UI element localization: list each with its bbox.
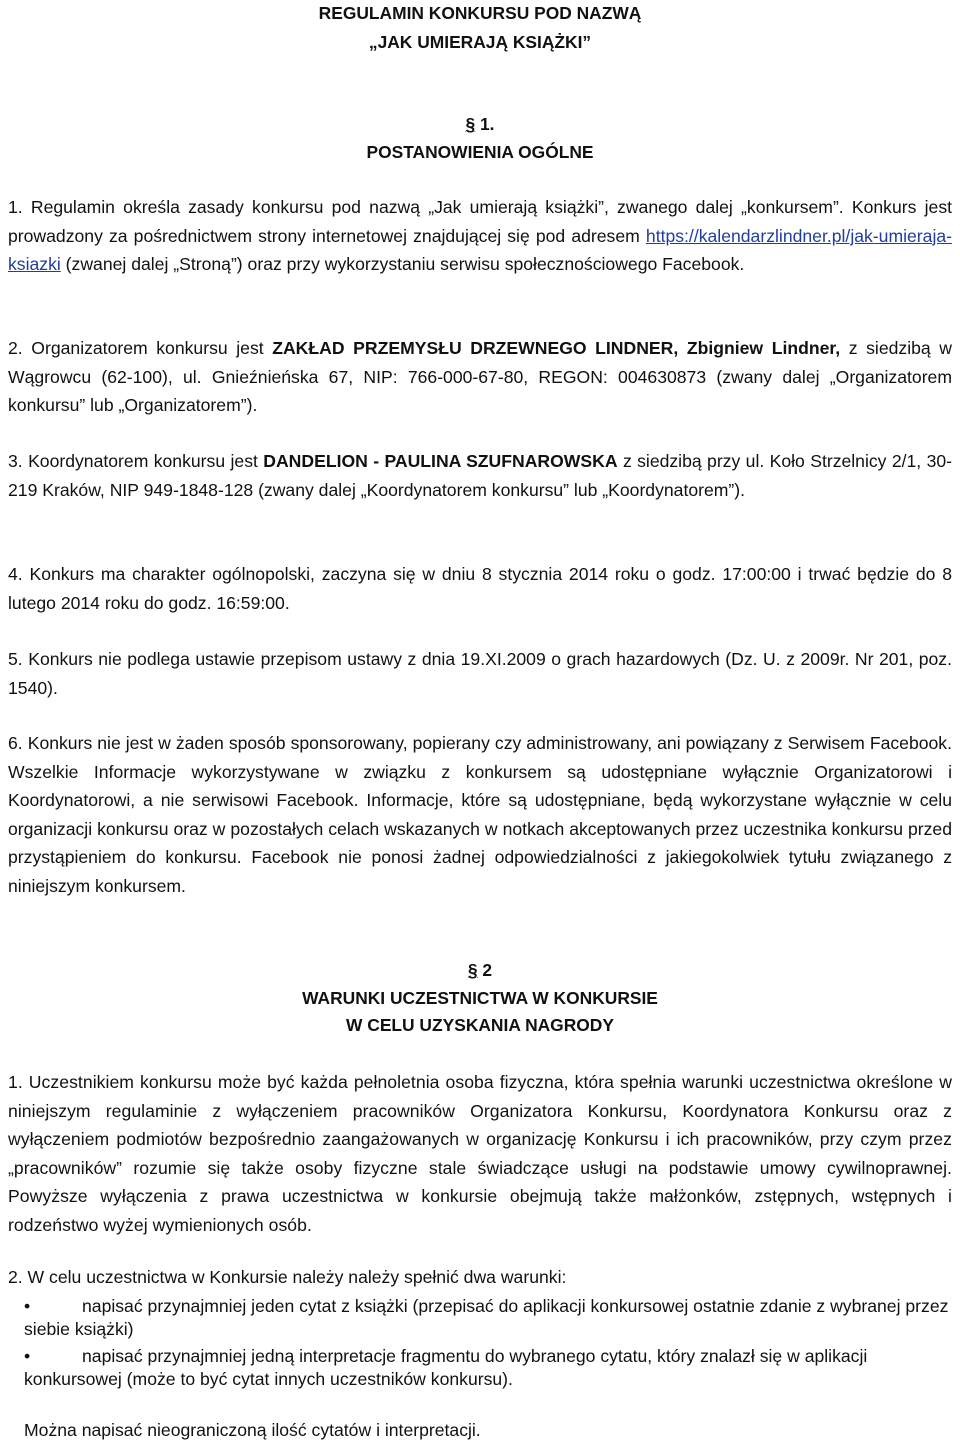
organizer-name: ZAKŁAD PRZEMYSŁU DRZEWNEGO LINDNER, Zbigniew Lindner,	[272, 338, 841, 358]
paragraph-3-text-a: Koordynatorem konkursu jest	[22, 451, 264, 471]
section-1-paragraph-4	[8, 560, 952, 617]
paragraph-5-text: Konkurs nie podlega ustawie przepisom ustawy z dnia 19.XI.2009 o grach hazardowych (Dz. U. z 2009r. Nr 201, poz. 1540).	[8, 649, 952, 698]
section-1-paragraph-1	[8, 193, 952, 279]
condition-bullet-1-text: napisać przynajmniej jeden cytat z książki (przepisać do aplikacji konkursowej ostatnie zdanie z wybranej przez siebie książki)	[24, 1296, 949, 1339]
condition-bullet-2	[24, 1345, 952, 1391]
bullet-icon: •	[24, 1346, 31, 1366]
paragraph-2-number: 2.	[8, 338, 23, 358]
paragraph-1-text-a: 1. Regulamin określa zasady konkursu pod nazwą „Jak umierają książki”, zwanego dalej „konkursem”. Konkurs jest prowadzony za pośrednictwem strony internetowej znajdującej się pod adresem	[8, 197, 952, 246]
paragraph-4-text: Konkurs ma charakter ogólnopolski, zaczyna się w dniu 8 stycznia 2014 roku o godz. 17:00:00 i trwać będzie do 8 lutego 2014 roku do godz. 16:59:00.	[8, 564, 952, 613]
paragraph-3-number: 3.	[8, 451, 23, 471]
section-2-paragraph-1: 1. Uczestnikiem konkursu może być każda pełnoletnia osoba fizyczna, która spełnia warunki uczestnictwa określone w niniejszym regulaminie z wyłączeniem pracowników Organizatora Konkursu, Koordynatora Konkursu oraz z wyłączeniem podmiotów bezpośrednio zaangażowanych w organizację Konkursu i ich pracowników, przy czym przez „pracowników” rozumie się także osoby fizyczne stale świadczące usługi na podstawie umowy cywilnoprawnej. Powyższe wyłączenia z prawa uczestnictwa w konkursie obejmują także małżonków, zstępnych, wstępnych i rodzeństwo wyżej wymienionych osób.	[8, 1072, 952, 1235]
section-2-heading-line1: WARUNKI UCZESTNICTWA W KONKURSIE	[302, 988, 658, 1008]
paragraph-6-number: 6.	[8, 733, 23, 753]
section-symbol: §	[467, 960, 478, 980]
section-1-number	[8, 111, 952, 137]
section-2-number	[8, 957, 952, 983]
paragraph-2-text-b: z siedzibą w Wągrowcu (62-100), ul. Gnieźnieńska 67, NIP: 766-000-67-80, REGON: 004630873 (zwany dalej „Organizatorem konkursu” lub „Organizatorem”).	[8, 338, 952, 415]
paragraph-6-text: Konkurs nie jest w żaden sposób sponsorowany, popierany czy administrowany, ani powiązany z Serwisem Facebook. Wszelkie Informacje wykorzystywane w związku z konkursem są udostępniane wyłącznie Organizatorowi i Koordynatorowi, a nie serwisowi Facebook. Informacje, które są udostępniane, będą wykorzystane wyłącznie w celu organizacji konkursu oraz w pozostałych celach wskazanych w notkach akceptowanych przez uczestnika konkursu przed przystąpieniem do konkursu. Facebook nie ponosi żadnej odpowiedzialności z jakiegokolwiek tytułu związanego z niniejszym konkursem.	[8, 733, 952, 896]
section-1-paragraph-3	[8, 447, 952, 504]
section-1-paragraph-2	[8, 334, 952, 420]
condition-bullet-1	[24, 1295, 952, 1341]
document-title-line1: REGULAMIN KONKURSU POD NAZWĄ	[318, 3, 642, 23]
section-1-paragraph-6	[8, 729, 952, 900]
paragraph-5-number: 5.	[8, 649, 23, 669]
bullet-icon: •	[24, 1296, 31, 1316]
paragraph-2-text-a: Organizatorem konkursu jest	[22, 338, 273, 358]
paragraph-4-number: 4.	[8, 564, 23, 584]
paragraph-1-text-b: (zwanej dalej „Stroną”) oraz przy wykorzystaniu serwisu społecznościowego Facebook.	[60, 254, 745, 274]
paragraph-3-text-b: z siedzibą przy ul. Koło Strzelnicy 2/1, 30-219 Kraków, NIP 949-1848-128 (zwany dalej „Koordynatorem konkursu” lub „Koordynatorem”).	[8, 451, 952, 500]
closing-note: Można napisać nieograniczoną ilość cytatów i interpretacji.	[24, 1420, 481, 1440]
contest-page-link[interactable]: https://kalendarzlindner.pl/jak-umieraja-ksiazki	[8, 225, 952, 274]
section-2-number-text: 2	[477, 960, 493, 980]
section-1-heading: POSTANOWIENIA OGÓLNE	[366, 142, 594, 162]
section-1-paragraph-5	[8, 645, 952, 702]
section-2-paragraph-2: 2. W celu uczestnictwa w Konkursie należy należy spełnić dwa warunki:	[8, 1267, 567, 1287]
document-title-line2: „JAK UMIERAJĄ KSIĄŻKI”	[368, 32, 592, 52]
section-2-heading-line2: W CELU UZYSKANIA NAGRODY	[346, 1015, 614, 1035]
section-symbol: §	[465, 114, 476, 134]
condition-bullet-2-text: napisać przynajmniej jedną interpretacje fragmentu do wybranego cytatu, który znalazł się w aplikacji konkursowej (może to być cytat innych uczestników konkursu).	[24, 1346, 868, 1389]
coordinator-name: DANDELION - PAULINA SZUFNAROWSKA	[263, 451, 618, 471]
section-1-number-text: 1.	[475, 114, 495, 134]
